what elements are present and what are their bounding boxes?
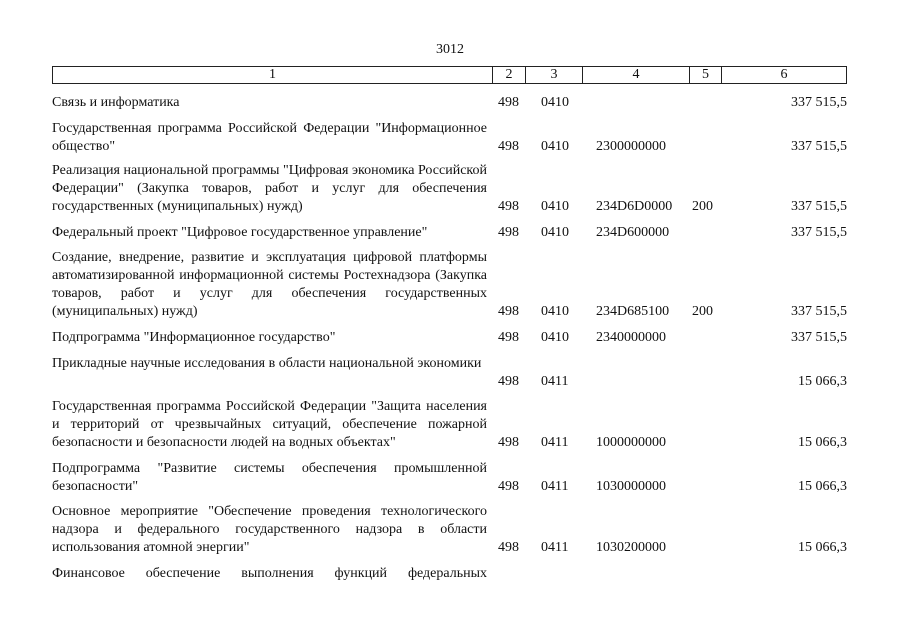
row-col6: 337 515,5 xyxy=(791,225,847,240)
row-col5: 200 xyxy=(692,304,713,319)
row-col4: 234D6D0000 xyxy=(596,199,673,214)
row-col6: 337 515,5 xyxy=(791,95,847,110)
row-col3: 0410 xyxy=(541,95,569,110)
row-description: Государственная программа Российской Федерации "Защита населения и территорий от чрезвычайных ситуаций, обеспечение пожарной безопасности и безопасности людей на водных объектах" xyxy=(52,399,487,450)
row-description: Прикладные научные исследования в области национальной экономики xyxy=(52,356,482,371)
row-col2: 498 xyxy=(498,95,519,110)
row-col4: 1000000000 xyxy=(596,435,666,450)
row-col2: 498 xyxy=(498,139,519,154)
column-header-1: 1 xyxy=(269,67,276,82)
row-col3: 0411 xyxy=(541,374,569,389)
row-col2: 498 xyxy=(498,225,519,240)
column-header-row xyxy=(52,66,847,84)
row-description: Подпрограмма "Развитие системы обеспечения промышленной безопасности" xyxy=(52,461,487,494)
row-col4: 1030200000 xyxy=(596,540,666,555)
row-description: Федеральный проект "Цифровое государственное управление" xyxy=(52,225,428,240)
row-col6: 15 066,3 xyxy=(798,374,847,389)
row-col3: 0410 xyxy=(541,199,569,214)
row-description: Связь и информатика xyxy=(52,95,180,110)
row-description: Подпрограмма "Информационное государство" xyxy=(52,330,336,345)
row-col2: 498 xyxy=(498,374,519,389)
row-col3: 0411 xyxy=(541,540,569,555)
column-header-5: 5 xyxy=(689,67,721,83)
row-col4: 1030000000 xyxy=(596,479,666,494)
row-col2: 498 xyxy=(498,199,519,214)
column-header-4: 4 xyxy=(582,67,689,83)
row-col3: 0410 xyxy=(541,225,569,240)
row-col3: 0410 xyxy=(541,139,569,154)
row-col6: 337 515,5 xyxy=(791,330,847,345)
column-header-2: 2 xyxy=(492,67,525,83)
row-col6: 15 066,3 xyxy=(798,435,847,450)
row-col2: 498 xyxy=(498,540,519,555)
page-number: 3012 xyxy=(436,42,464,57)
row-description: Реализация национальной программы "Цифровая экономика Российской Федерации" (Закупка товаров, работ и услуг для обеспечения государственных (муниципальных) нужд) xyxy=(52,163,487,214)
row-col6: 337 515,5 xyxy=(791,304,847,319)
row-col6: 337 515,5 xyxy=(791,199,847,214)
row-col4: 2340000000 xyxy=(596,330,666,345)
row-col3: 0410 xyxy=(541,330,569,345)
row-col2: 498 xyxy=(498,479,519,494)
row-col2: 498 xyxy=(498,435,519,450)
row-col3: 0411 xyxy=(541,435,569,450)
row-col5: 200 xyxy=(692,199,713,214)
row-description: Создание, внедрение, развитие и эксплуатация цифровой платформы автоматизированной информационной системы Ростехнадзора (Закупка товаров, работ и услуг для обеспечения государственных (муниципальных) нужд) xyxy=(52,250,487,319)
row-col6: 15 066,3 xyxy=(798,479,847,494)
row-col6: 15 066,3 xyxy=(798,540,847,555)
row-col4: 2300000000 xyxy=(596,139,666,154)
column-header-6: 6 xyxy=(721,67,846,83)
row-col2: 498 xyxy=(498,304,519,319)
row-col4: 234D685100 xyxy=(596,304,670,319)
row-col2: 498 xyxy=(498,330,519,345)
row-col4: 234D600000 xyxy=(596,225,670,240)
row-col6: 337 515,5 xyxy=(791,139,847,154)
column-header-3: 3 xyxy=(525,67,582,83)
row-description: Финансовое обеспечение выполнения функций федеральных xyxy=(52,566,487,581)
row-description: Государственная программа Российской Федерации "Информационное общество" xyxy=(52,121,487,154)
row-col3: 0411 xyxy=(541,479,569,494)
row-description: Основное мероприятие "Обеспечение проведения технологического надзора и федерального государственного надзора в области использования атомной энергии" xyxy=(52,504,487,555)
row-col3: 0410 xyxy=(541,304,569,319)
